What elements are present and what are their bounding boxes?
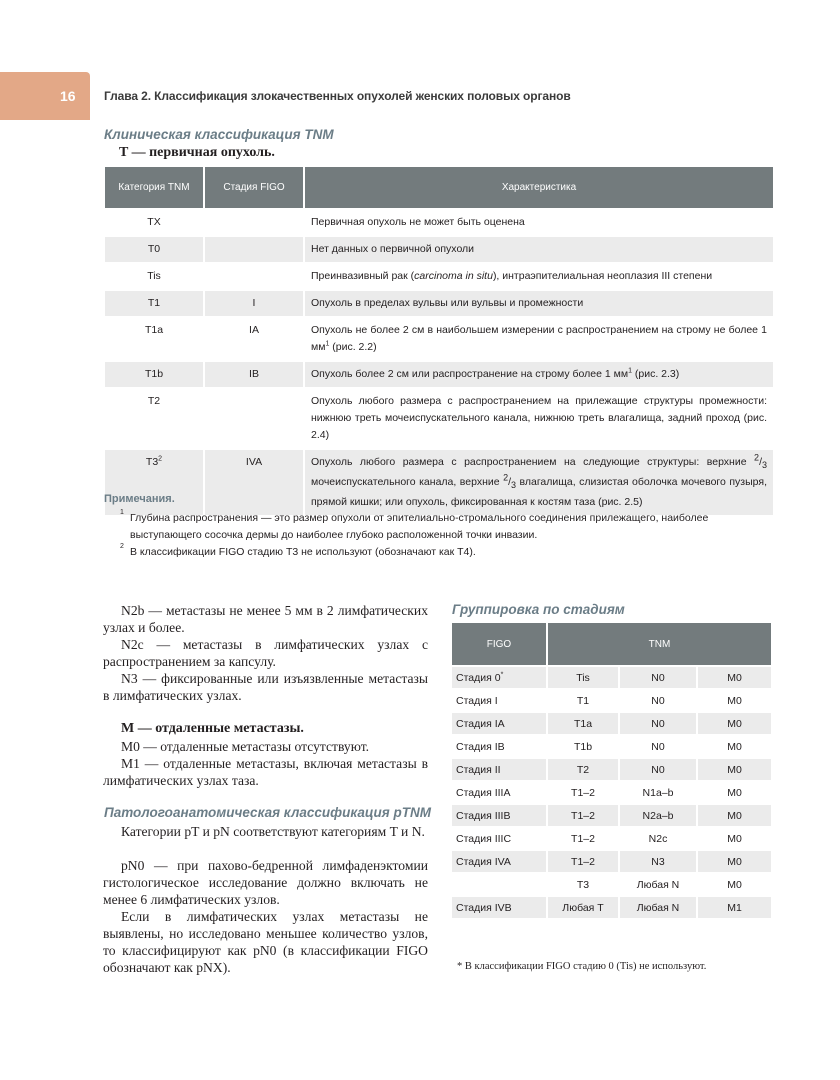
stage-cell: Стадия IB: [456, 740, 505, 753]
table-row: [452, 690, 771, 711]
t-cell: T1b: [573, 740, 593, 753]
desc-cell: Опухоль любого размера с распространением на прилежащие структуры промежности: нижнюю треть мочеиспускательного канала, нижнюю треть влагалища, задний проход (рис. 2.4): [311, 395, 767, 441]
tnm-cell: T1b: [105, 362, 203, 387]
desc-cell: Опухоль более 2 см или распространение на строму более 1 $мм^1$ (рис. 2.3): [305, 362, 773, 387]
n-cell: N2c: [648, 832, 668, 845]
stage-cell: Стадия IIIA: [456, 786, 511, 799]
table-row: [105, 237, 773, 262]
metastasis-heading: M — отдаленные метастазы.: [121, 721, 304, 736]
t-cell: T1: [576, 694, 590, 707]
notes-title: Примечания.: [104, 493, 175, 505]
page-tab: [0, 72, 90, 120]
n-cell: N0: [651, 740, 665, 753]
staging-title: Группировка по стадиям: [452, 602, 625, 617]
desc-cell: Опухоль в пределах вульвы или вульвы и промежности: [305, 291, 773, 316]
m-cell: M0: [727, 832, 742, 845]
m-cell: M0: [698, 713, 771, 734]
table-row: [452, 713, 771, 734]
table-row: [105, 210, 773, 235]
staging-table: [450, 621, 773, 920]
table-row: [452, 805, 771, 826]
primary-tumor-heading: T — первичная опухоль.: [119, 145, 275, 160]
m-cell: M0: [727, 740, 742, 753]
col-header-tnm: Категория TNM: [105, 167, 203, 208]
figo-cell: IB: [205, 362, 303, 387]
n-cell: Любая N: [636, 878, 680, 891]
n-cell: N0: [620, 759, 696, 780]
table-header-row: [105, 167, 773, 208]
table-row: [452, 851, 771, 872]
t-cell: T2: [548, 759, 618, 780]
staging-footnote: * В классификации FIGO стадию 0 (Tis) не используют.: [457, 961, 707, 972]
table-row: [452, 736, 771, 757]
n-cell: N0: [620, 667, 696, 688]
table-header-row: [452, 623, 771, 665]
table-row: [105, 264, 773, 289]
n-cell: N0: [651, 694, 665, 707]
m-cell: M0: [727, 786, 742, 799]
stage-cell: [452, 874, 546, 895]
figo-cell: IVA: [205, 450, 303, 515]
table-row: [452, 667, 771, 688]
stage-cell: Стадия I: [456, 694, 498, 707]
paragraph-n2c: N2c — метастазы в лимфатических узлах с распространением за капсулу.: [103, 637, 428, 669]
t-cell: T3: [576, 878, 590, 891]
paragraph-ptnm-1: Категории pT и pN соответствуют категориям T и N.: [121, 824, 425, 839]
tnm-cell: Tis: [147, 270, 161, 282]
note-number: 2: [120, 543, 124, 550]
note-1: Глубина распространения — это размер опухоли от эпителиально-стромального соединения прилежащего, наиболее выступающего сосочка дермы до наиболее глубоко расположенной точки инвазии.: [130, 512, 709, 541]
table-row: [105, 291, 773, 316]
stage-cell: Стадия IA: [452, 713, 546, 734]
table-row: [105, 362, 773, 387]
figo-cell: [205, 264, 303, 289]
t-cell: T1a: [548, 713, 618, 734]
paragraph-n3: N3 — фиксированные или изъязвленные метастазы в лимфатических узлах.: [103, 671, 428, 703]
table-row: [452, 874, 771, 895]
m-cell: M0: [698, 667, 771, 688]
note-2: В классификации FIGO стадию T3 не используют (обозначают как T4).: [130, 546, 476, 558]
tnm-cell: TX: [147, 216, 161, 228]
chapter-header: Глава 2. Классификация злокачественных опухолей женских половых органов: [104, 89, 571, 103]
table-row: [452, 759, 771, 780]
paragraph-n2b: N2b — метастазы не менее 5 мм в 2 лимфатических узлах и более.: [103, 603, 428, 635]
tnm-cell: T2: [147, 395, 161, 407]
desc-cell: Опухоль не более 2 см в наибольшем измерении с распространением на строму не более 1 $мм^1$ (рис. 2.2): [311, 324, 767, 353]
stage-cell: Стадия IVB: [452, 897, 546, 918]
table-row: [452, 897, 771, 918]
t-cell: T1–2: [548, 851, 618, 872]
desc-cell: Опухоль любого размера с распространением на следующие структуры: верхние $^2/_3$ мочеиспускательного канала, верхние $^2/_3$ влагалища, слизистая оболочка мочевого пузыря, прямой кишки; или опухоль, фиксированная к костям таза (рис. 2.5): [305, 450, 773, 515]
tnm-cell: T0: [105, 237, 203, 262]
paragraph-ptnm-2: pN0 — при пахово-бедренной лимфаденэктомии гистологическое исследование должно включать не менее 6 лимфатических узлов.: [103, 858, 428, 907]
page-number: 16: [60, 88, 76, 104]
n-cell: N1a–b: [642, 786, 674, 799]
m-cell: M0: [698, 759, 771, 780]
figo-cell: [205, 237, 303, 262]
col-header-figo: Стадия FIGO: [205, 167, 303, 208]
m-cell: M0: [698, 805, 771, 826]
table-row: [452, 782, 771, 803]
t-cell: T1–2: [571, 832, 595, 845]
paragraph-ptnm-3: Если в лимфатических узлах метастазы не выявлены, но исследовано меньшее количество узлов, то классифицируют как pN0 (в классификации FIGO обозначают как pNX).: [103, 909, 428, 975]
t-cell: T1–2: [548, 805, 618, 826]
n-cell: Любая N: [620, 897, 696, 918]
desc-cell: Преинвазивный рак (carcinoma in situ), интраэпителиальная неоплазия III степени: [311, 270, 713, 282]
table-row: [105, 450, 773, 515]
stage-cell: Стадия 0*: [452, 667, 546, 688]
note-number: 1: [120, 509, 124, 516]
n-cell: N0: [620, 713, 696, 734]
t-cell: Tis: [548, 667, 618, 688]
figo-cell: I: [205, 291, 303, 316]
figo-cell: [205, 210, 303, 235]
figo-cell: [205, 389, 303, 448]
table-row: [452, 828, 771, 849]
m-cell: M0: [727, 694, 742, 707]
tnm-cell: T1: [105, 291, 203, 316]
n-cell: N2a–b: [620, 805, 696, 826]
col-header-tnm: TNM: [548, 623, 771, 665]
tnm-table: [103, 165, 775, 517]
table-row: [105, 318, 773, 360]
stage-cell: Стадия II: [452, 759, 546, 780]
stage-cell: Стадия IIIC: [456, 832, 512, 845]
paragraph-m0: M0 — отдаленные метастазы отсутствуют.: [121, 739, 370, 754]
tnm-section-title: Клиническая классификация TNM: [104, 127, 334, 142]
figo-cell: IA: [249, 324, 259, 336]
table-row: [105, 389, 773, 448]
m-cell: M0: [727, 878, 742, 891]
tnm-cell: $T3^2$: [105, 450, 203, 515]
col-header-figo: FIGO: [452, 623, 546, 665]
desc-cell: Нет данных о первичной опухоли: [305, 237, 773, 262]
tnm-cell: T1a: [144, 324, 164, 336]
stage-cell: Стадия IIIB: [452, 805, 546, 826]
m-cell: M0: [698, 851, 771, 872]
desc-cell: Первичная опухоль не может быть оценена: [311, 216, 525, 228]
paragraph-m1: M1 — отдаленные метастазы, включая метастазы в лимфатических узлах таза.: [103, 756, 428, 788]
t-cell: T1–2: [571, 786, 595, 799]
n-cell: N3: [620, 851, 696, 872]
t-cell: Любая T: [548, 897, 618, 918]
ptnm-section-title: Патологоанатомическая классификация pTNM: [104, 805, 431, 820]
stage-cell: Стадия IVA: [452, 851, 546, 872]
m-cell: M1: [698, 897, 771, 918]
col-header-desc: Характеристика: [305, 167, 773, 208]
